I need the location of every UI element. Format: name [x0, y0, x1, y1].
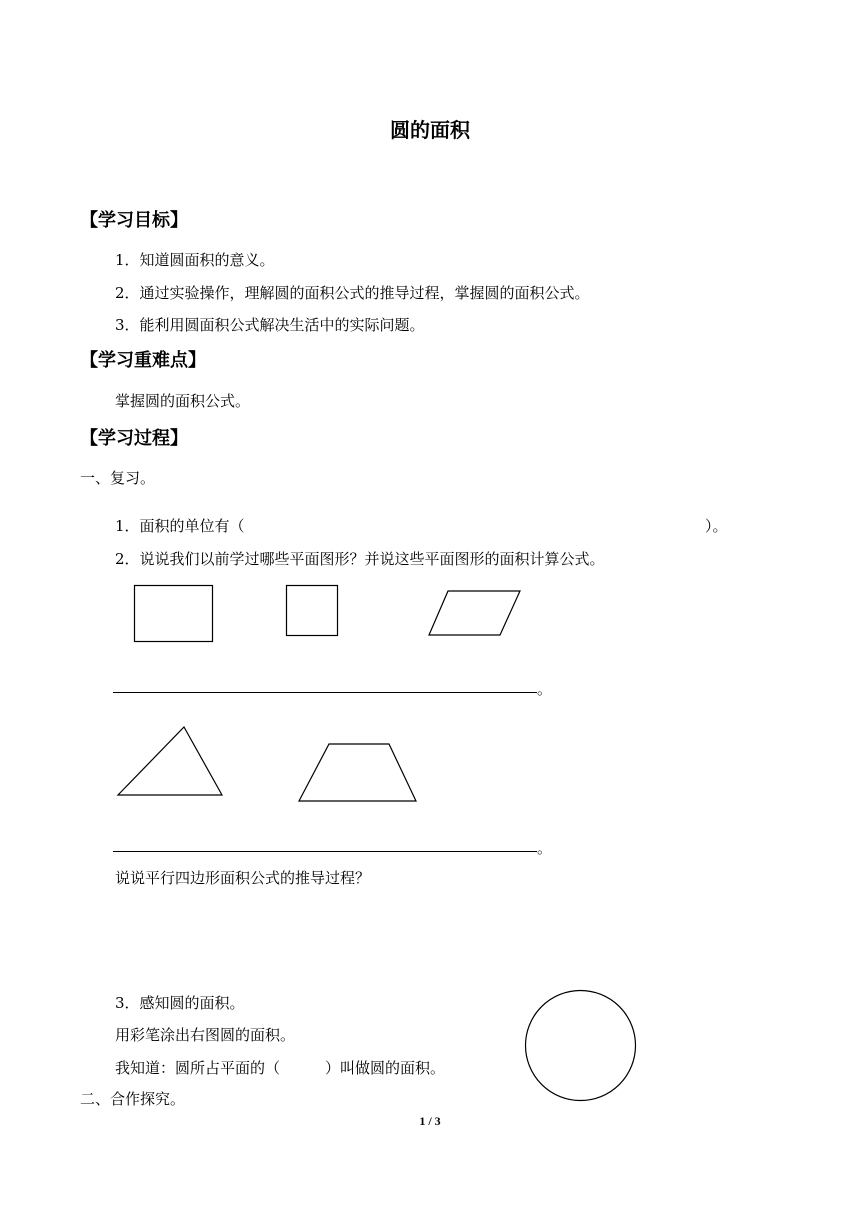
answer-line-1 [113, 692, 537, 693]
key-points-heading: 【学习重难点】 [80, 350, 206, 371]
q3-fill: 我知道：圆所占平面的（ ）叫做圆的面积。 [115, 1059, 446, 1077]
q2-text: 2．说说我们以前学过哪些平面图形？并说这些平面图形的面积计算公式。 [115, 550, 605, 568]
goal-item-1: 1．知道圆面积的意义。 [115, 251, 275, 269]
square-shape [287, 586, 338, 636]
goals-heading: 【学习目标】 [80, 210, 188, 231]
page-indicator: 1 / 3 [419, 1114, 441, 1128]
answer-line-2-end: 。 [537, 839, 553, 857]
answer-line-2 [113, 851, 537, 852]
rectangle-shape [135, 586, 213, 642]
parallelogram-shape [429, 591, 520, 635]
parallelogram-question: 说说平行四边形面积公式的推导过程？ [115, 869, 371, 887]
q3-title: 3．感知圆的面积。 [115, 994, 245, 1012]
part1-title: 一、复习。 [80, 469, 156, 487]
q3-instruction: 用彩笔涂出右图圆的面积。 [115, 1026, 296, 1044]
key-points-text: 掌握圆的面积公式。 [115, 392, 251, 410]
process-heading: 【学习过程】 [80, 428, 188, 449]
page-title: 圆的面积 [390, 118, 470, 142]
part2-title: 二、合作探究。 [80, 1090, 186, 1108]
goal-item-2: 2．通过实验操作，理解圆的面积公式的推导过程，掌握圆的面积公式。 [115, 284, 590, 302]
goal-item-3: 3．能利用圆面积公式解决生活中的实际问题。 [115, 316, 425, 334]
answer-line-1-end: 。 [537, 680, 553, 698]
trapezoid-shape [299, 744, 416, 801]
triangle-shape [118, 727, 222, 795]
circle-shape [526, 991, 636, 1101]
q1-start: 1．面积的单位有（ [115, 517, 245, 535]
q1-end: ）。 [705, 517, 728, 535]
